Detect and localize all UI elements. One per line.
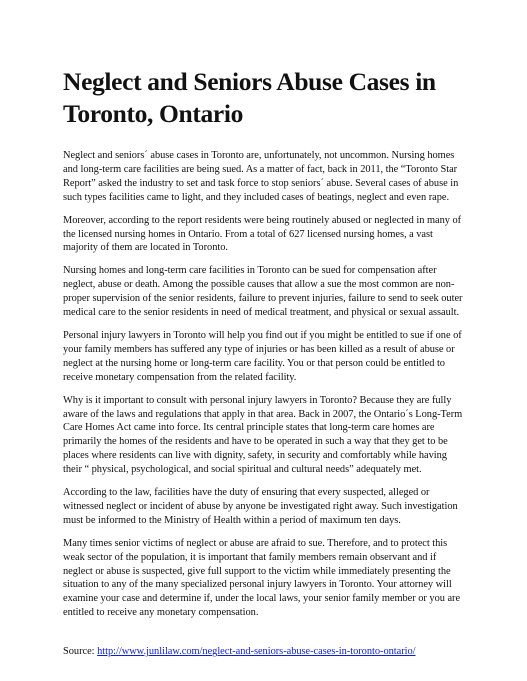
source-link[interactable]: http://www.junlilaw.com/neglect-and-seniors-abuse-cases-in-toronto-ontario/: [97, 646, 416, 658]
paragraph-5: Why is it important to consult with personal injury lawyers in Toronto? Because they are fully aware of the laws and regulations that apply in that area. Back in 2007, the Ontario´s Long-Term Care Homes Act came into force. Its central principle states that long-term care homes are primarily the homes of the residents and have to be operated in such a way that they get to be places where residents can live with dignity, safety, in security and comfortably while having their “ physical, psychological, and social spiritual and cultural needs” adequately met.: [63, 394, 463, 476]
paragraph-6: According to the law, facilities have the duty of ensuring that every suspected, alleged or witnessed neglect or incident of abuse by anyone be investigated right away. Such investigation must be informed to the Ministry of Health within a period of maximum ten days.: [63, 487, 458, 526]
paragraph-4: Personal injury lawyers in Toronto will help you find out if you might be entitled to sue if one of your family members has suffered any type of injuries or has been killed as a result of abuse or neglect at the nursing home or long-term care facility. You or that person could be entitled to receive monetary compensation from the related facility.: [63, 329, 462, 383]
source-line: [63, 645, 467, 659]
paragraph-7: Many times senior victims of neglect or abuse are afraid to sue. Therefore, and to protect this weak sector of the population, it is important that family members remain observant and if neglect or abuse is suspected, give full support to the victim while immediately presenting the situation to any of the many specialized personal injury lawyers in Toronto. Your attorney will examine your case and determine if, under the local laws, your senior family member or you are entitled to receive any monetary compensation.: [63, 537, 461, 619]
paragraph-3: Nursing homes and long-term care facilities in Toronto can be sued for compensation after neglect, abuse or death. Among the possible causes that allow a sue the most common are non-proper supervision of the senior residents, failure to prevent injuries, failure to send to seek outer medical care to the senior residents in need of medical treatment, and physical or sexual assault.: [63, 265, 463, 319]
paragraph-1: Neglect and seniors´ abuse cases in Toronto are, unfortunately, not uncommon. Nursing homes and long-term care facilities are being sued. As a matter of fact, back in 2011, the “Toronto Star Report” asked the industry to set and task force to stop seniors´ abuse. Several cases of abuse in such types facilities came to light, and they included cases of beatings, neglect and even rape.: [63, 150, 459, 203]
source-label: Source:: [63, 646, 98, 658]
document-title: Neglect and Seniors Abuse Cases in Toronto, Ontario: [63, 67, 436, 128]
paragraph-2: Moreover, according to the report residents were being routinely abused or neglected in many of the licensed nursing homes in Ontario. From a total of 627 licensed nursing homes, a vast majority of them are located in Toronto.: [63, 214, 462, 254]
document-page: [63, 66, 467, 659]
